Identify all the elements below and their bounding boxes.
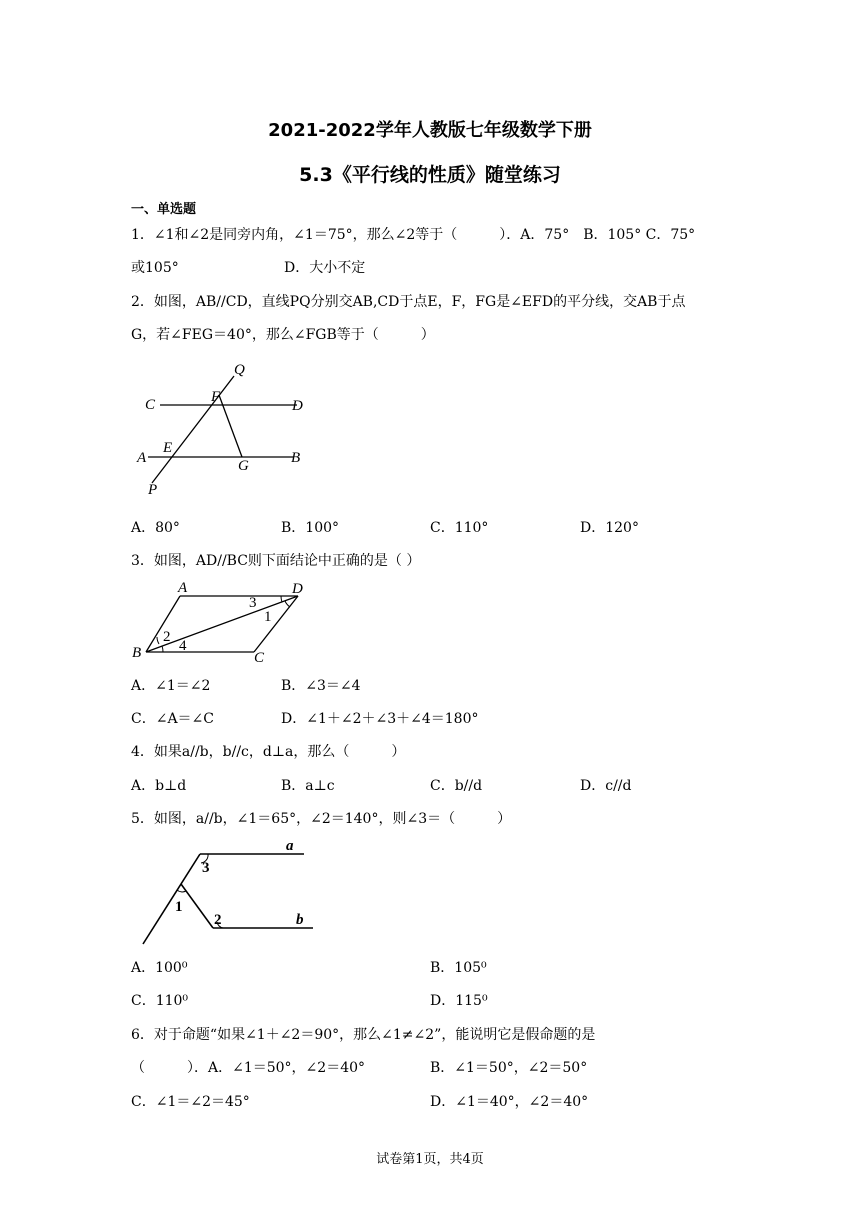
question-4-option-d: D．c//d (580, 778, 632, 794)
question-1-line-2: 或105° (131, 260, 179, 276)
figure-label: G (238, 458, 249, 474)
question-6-option-d: D．∠1＝40°，∠2＝40° (430, 1094, 589, 1110)
question-1-line-1: 1．∠1和∠2是同旁内角，∠1＝75°，那么∠2等于（ ）．A．75° B．105° C．75° (131, 227, 696, 243)
figure-label: P (148, 482, 158, 498)
figure-label: 3 (249, 595, 257, 611)
figure-label: 4 (179, 638, 187, 654)
question-5-option-c: C．110⁰ (131, 993, 189, 1009)
question-3-figure (128, 578, 314, 664)
question-6-line-1: 6．对于命题“如果∠1＋∠2＝90°，那么∠1≠∠2”，能说明它是假命题的是 (131, 1027, 596, 1043)
question-4-line-1: 4．如果a//b，b//c，d⊥a，那么（ ） (131, 744, 406, 760)
figure-label: 2 (163, 629, 171, 645)
question-3-option-a: A．∠1＝∠2 (131, 678, 211, 694)
figure-label: D (292, 581, 303, 597)
figure-label: A (137, 450, 147, 466)
question-3-line-1: 3．如图，AD//BC则下面结论中正确的是（ ） (131, 553, 421, 569)
page-footer: 试卷第1页，共4页 (376, 1152, 484, 1167)
question-6-line-2: （ ）．A．∠1＝50°，∠2＝40° (131, 1060, 366, 1076)
question-4-option-a: A．b⊥d (131, 778, 187, 794)
figure-label: Q (234, 362, 245, 378)
figure-label: C (145, 397, 156, 413)
figure-label: 2 (214, 912, 222, 928)
section-heading: 一、单选题 (131, 202, 197, 217)
figure-label: b (296, 912, 304, 928)
question-5-option-b: B．105⁰ (430, 960, 487, 976)
question-2-option-b: B．100° (281, 520, 340, 536)
figure-label: a (286, 838, 294, 854)
figure-label: 1 (264, 609, 272, 625)
question-6-option-c: C．∠1＝∠2＝45° (131, 1094, 250, 1110)
figure-label: B (291, 450, 301, 466)
figure-label: C (254, 650, 265, 664)
question-4-option-c: C．b//d (430, 778, 483, 794)
question-6-option-b: B．∠1＝50°，∠2＝50° (430, 1060, 588, 1076)
figure-label: 1 (175, 899, 183, 915)
question-3-option-c: C．∠A＝∠C (131, 711, 214, 727)
figure-label: 3 (202, 860, 210, 876)
figure-label: B (132, 645, 142, 661)
question-4-option-b: B．a⊥c (281, 778, 335, 794)
question-2-line-1: 2．如图，AB//CD，直线PQ分别交AB,CD于点E，F，FG是∠EFD的平分线，交AB于点 (131, 294, 686, 310)
question-2-option-c: C．110° (430, 520, 489, 536)
question-5-option-a: A．100⁰ (131, 960, 188, 976)
document-title: 2021-2022学年人教版七年级数学下册 (268, 120, 592, 141)
question-2-line-2: G，若∠FEG＝40°，那么∠FGB等于（ ） (131, 327, 435, 343)
question-5-figure (138, 836, 318, 948)
question-3-option-b: B．∠3＝∠4 (281, 678, 361, 694)
question-2-option-a: A．80° (131, 520, 180, 536)
question-2-figure (130, 358, 320, 503)
figure-label: E (163, 440, 173, 456)
figure-label: F (211, 389, 221, 405)
question-5-option-d: D．115⁰ (430, 993, 488, 1009)
question-1-option-d: D．大小不定 (284, 260, 366, 276)
figure-label: A (178, 580, 188, 596)
question-2-option-d: D．120° (580, 520, 639, 536)
figure-label: D (292, 398, 303, 414)
question-5-line-1: 5．如图，a//b，∠1＝65°，∠2＝140°，则∠3＝（ ） (131, 811, 512, 827)
document-subtitle: 5.3《平行线的性质》随堂练习 (299, 164, 561, 186)
question-3-option-d: D．∠1＋∠2＋∠3＋∠4＝180° (281, 711, 479, 727)
